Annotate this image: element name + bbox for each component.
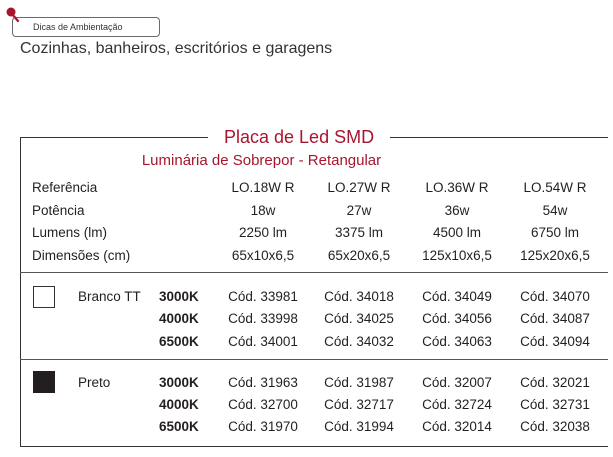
spec-label: Lumens (lm) (32, 225, 108, 240)
color-temperature: 3000K (159, 375, 199, 390)
color-group-name: Preto (78, 375, 111, 390)
product-code: Cód. 34087 (520, 311, 590, 326)
product-code: Cód. 31994 (324, 419, 394, 434)
page-subtitle: Cozinhas, banheiros, escritórios e garagens (20, 40, 333, 57)
color-temperature: 3000K (159, 289, 199, 304)
spec-value: 2250 lm (238, 225, 288, 240)
product-code: Cód. 32007 (422, 375, 492, 390)
spec-value: 6750 lm (530, 225, 580, 240)
product-code: Cód. 32014 (422, 419, 492, 434)
product-code: Cód. 32038 (520, 419, 590, 434)
spec-value: 4500 lm (432, 225, 482, 240)
product-code: Cód. 34094 (520, 334, 590, 349)
color-temperature: 6500K (159, 334, 199, 349)
product-code: Cód. 34018 (324, 289, 394, 304)
product-code: Cód. 32731 (520, 397, 590, 412)
spec-value: 65x10x6,5 (231, 248, 295, 263)
product-code: Cód. 33998 (228, 311, 298, 326)
model-header: LO.18W R (231, 180, 295, 195)
panel-subtitle: Luminária de Sobrepor - Retangular (141, 152, 382, 169)
divider (20, 272, 608, 273)
category-tag (12, 17, 160, 37)
product-code: Cód. 34001 (228, 334, 298, 349)
model-header: LO.54W R (523, 180, 587, 195)
product-code: Cód. 32700 (228, 397, 298, 412)
color-temperature: 4000K (159, 311, 199, 326)
product-code: Cód. 31963 (228, 375, 298, 390)
spec-label: Potência (32, 203, 85, 218)
color-temperature: 4000K (159, 397, 199, 412)
spec-label: Dimensões (cm) (32, 248, 131, 263)
spec-value: 125x10x6,5 (422, 248, 492, 263)
product-code: Cód. 34049 (422, 289, 492, 304)
product-code: Cód. 31987 (324, 375, 394, 390)
spec-value: 3375 lm (334, 225, 384, 240)
spec-value: 18w (250, 203, 276, 218)
color-temperature: 6500K (159, 419, 199, 434)
spec-value: 65x20x6,5 (327, 248, 391, 263)
model-header: LO.36W R (425, 180, 489, 195)
product-code: Cód. 34063 (422, 334, 492, 349)
spec-value: 54w (542, 203, 568, 218)
panel-title: Placa de Led SMD (208, 127, 390, 148)
product-code: Cód. 34070 (520, 289, 590, 304)
divider (20, 359, 608, 360)
product-code: Cód. 32021 (520, 375, 590, 390)
product-code: Cód. 31970 (228, 419, 298, 434)
model-header: LO.27W R (327, 180, 391, 195)
white-swatch (33, 286, 55, 308)
pushpin-icon (4, 6, 22, 24)
spec-value: 36w (444, 203, 470, 218)
spec-value: 125x20x6,5 (520, 248, 590, 263)
product-code: Cód. 34032 (324, 334, 394, 349)
spec-value: 27w (346, 203, 372, 218)
product-code: Cód. 33981 (228, 289, 298, 304)
product-code: Cód. 32724 (422, 397, 492, 412)
color-group-name: Branco TT (78, 289, 141, 304)
product-code: Cód. 32717 (324, 397, 394, 412)
product-code: Cód. 34056 (422, 311, 492, 326)
reference-label: Referência (32, 180, 98, 195)
black-swatch (33, 371, 55, 393)
category-tag-label: Dicas de Ambientação (33, 22, 123, 32)
product-code: Cód. 34025 (324, 311, 394, 326)
